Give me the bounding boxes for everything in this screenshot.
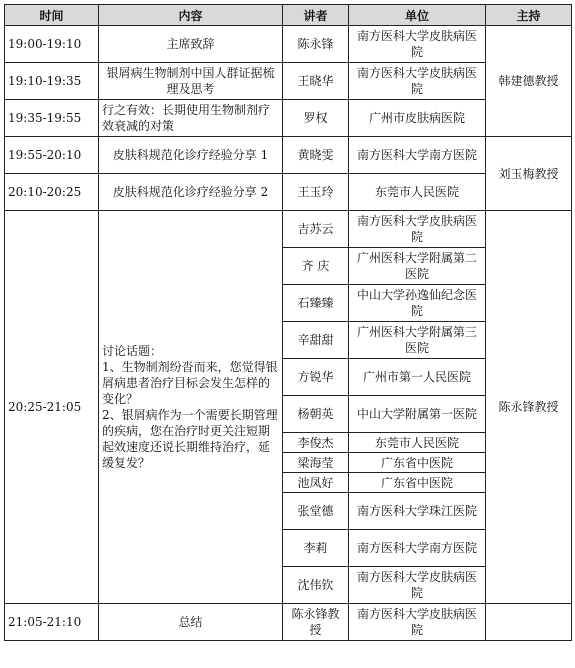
table-row xyxy=(5,211,572,248)
time-cell: 19:35-19:55 xyxy=(5,100,99,137)
content-cell: 总结 xyxy=(99,604,283,641)
unit-cell: 广州市皮肤病医院 xyxy=(349,100,486,137)
speaker-cell: 王晓华 xyxy=(283,63,349,100)
content-cell: 皮肤科规范化诊疗经验分享 1 xyxy=(99,137,283,174)
header-content: 内容 xyxy=(99,5,283,26)
unit-cell: 南方医科大学南方医院 xyxy=(349,137,486,174)
time-cell: 19:10-19:35 xyxy=(5,63,99,100)
host-cell: 刘玉梅教授 xyxy=(486,137,572,211)
panelist-name: 池凤好 xyxy=(283,473,349,493)
discussion-topic-cell xyxy=(99,211,283,604)
discussion-time-cell: 20:25-21:05 xyxy=(5,211,99,604)
host-cell: 陈永锋教授 xyxy=(486,211,572,604)
header-time: 时间 xyxy=(5,5,99,26)
content-cell: 皮肤科规范化诊疗经验分享 2 xyxy=(99,174,283,211)
panelist-name: 齐 庆 xyxy=(283,248,349,285)
time-cell: 19:55-20:10 xyxy=(5,137,99,174)
panelist-name: 石臻臻 xyxy=(283,285,349,322)
discussion-title: 讨论话题： xyxy=(102,344,163,358)
panelist-unit: 南方医科大学南方医院 xyxy=(349,530,486,567)
speaker-cell: 王玉玲 xyxy=(283,174,349,211)
panelist-unit: 南方医科大学珠江医院 xyxy=(349,493,486,530)
table-row xyxy=(5,26,572,63)
panelist-name: 方锐华 xyxy=(283,359,349,396)
unit-cell: 南方医科大学皮肤病医院 xyxy=(349,604,486,641)
discussion-question-1: 1、生物制剂纷沓而来，您觉得银屑病患者治疗目标会发生怎样的变化？ xyxy=(102,360,278,406)
panelist-unit: 广州医科大学附属第二医院 xyxy=(349,248,486,285)
panelist-name: 辛甜甜 xyxy=(283,322,349,359)
unit-cell: 南方医科大学皮肤病医院 xyxy=(349,26,486,63)
unit-cell: 东莞市人民医院 xyxy=(349,174,486,211)
content-cell: 银屑病生物制剂中国人群证据梳理及思考 xyxy=(99,63,283,100)
panelist-unit: 中山大学孙逸仙纪念医院 xyxy=(349,285,486,322)
content-cell: 主席致辞 xyxy=(99,26,283,63)
host-cell-empty xyxy=(486,604,572,641)
panelist-name: 李俊杰 xyxy=(283,433,349,453)
panelist-unit: 广东省中医院 xyxy=(349,473,486,493)
header-host: 主持 xyxy=(486,5,572,26)
panelist-name: 吉苏云 xyxy=(283,211,349,248)
panelist-name: 梁海莹 xyxy=(283,453,349,473)
panelist-unit: 南方医科大学皮肤病医院 xyxy=(349,567,486,604)
host-cell: 韩建德教授 xyxy=(486,26,572,137)
speaker-cell: 罗权 xyxy=(283,100,349,137)
header-unit: 单位 xyxy=(349,5,486,26)
time-cell: 19:00-19:10 xyxy=(5,26,99,63)
panelist-unit: 广州市第一人民医院 xyxy=(349,359,486,396)
panelist-name: 张堂德 xyxy=(283,493,349,530)
speaker-cell: 陈永锋教授 xyxy=(283,604,349,641)
panelist-name: 杨朝英 xyxy=(283,396,349,433)
panelist-name: 李莉 xyxy=(283,530,349,567)
panelist-name: 沈伟钦 xyxy=(283,567,349,604)
content-cell: 行之有效：长期使用生物制剂疗效衰减的对策 xyxy=(99,100,283,137)
speaker-cell: 黄晓雯 xyxy=(283,137,349,174)
speaker-cell: 陈永锋 xyxy=(283,26,349,63)
panelist-unit: 中山大学附属第一医院 xyxy=(349,396,486,433)
unit-cell: 南方医科大学皮肤病医院 xyxy=(349,63,486,100)
header-row xyxy=(5,5,572,26)
discussion-question-2: 2、银屑病作为一个需要长期管理的疾病，您在治疗时更关注短期起效速度还说长期维持治疗，延缓复发？ xyxy=(102,408,278,470)
panelist-unit: 东莞市人民医院 xyxy=(349,433,486,453)
table-row xyxy=(5,604,572,641)
panelist-unit: 广东省中医院 xyxy=(349,453,486,473)
table-row xyxy=(5,137,572,174)
time-cell: 21:05-21:10 xyxy=(5,604,99,641)
time-cell: 20:10-20:25 xyxy=(5,174,99,211)
panelist-unit: 南方医科大学皮肤病医院 xyxy=(349,211,486,248)
panelist-unit: 广州医科大学附属第三医院 xyxy=(349,322,486,359)
schedule-table xyxy=(4,4,572,641)
header-speaker: 讲者 xyxy=(283,5,349,26)
